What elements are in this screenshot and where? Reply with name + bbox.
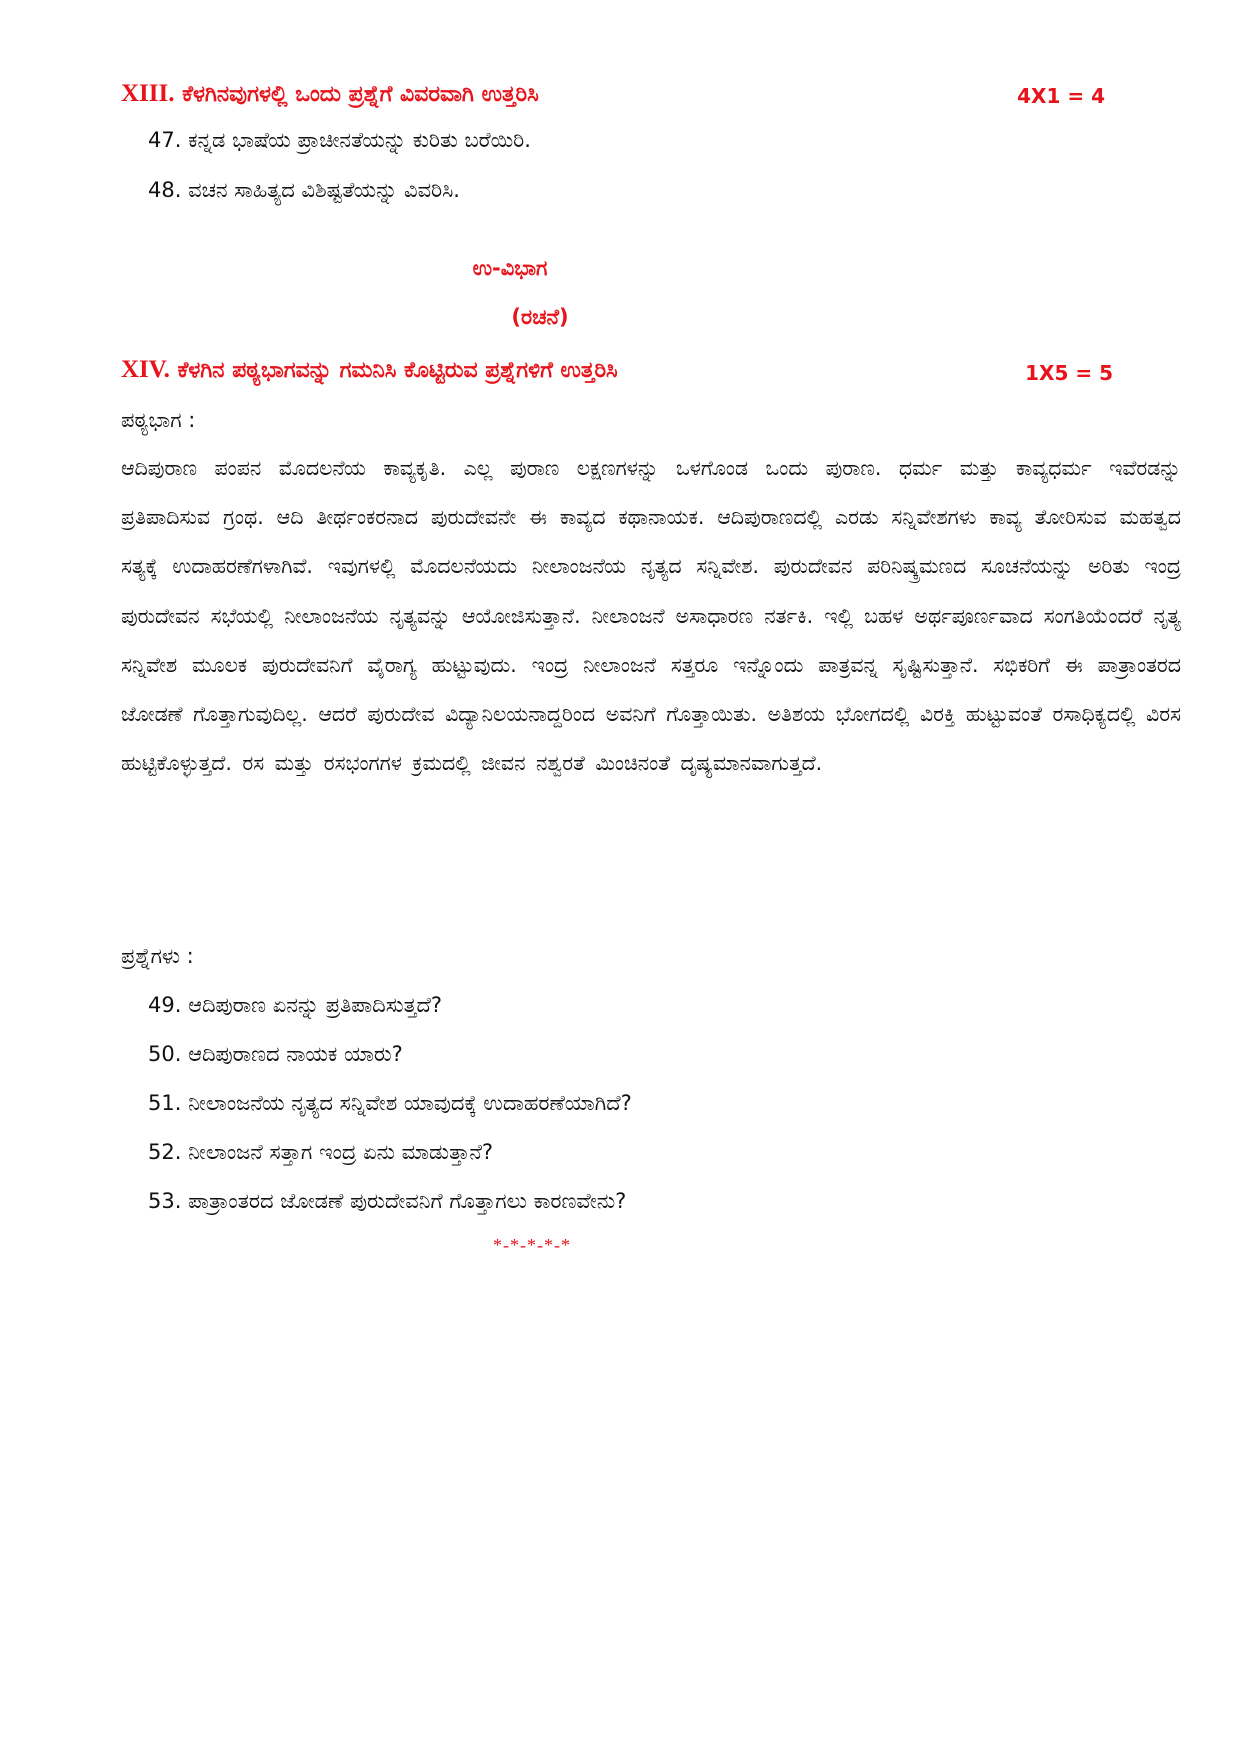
part-title: ಉ-ವಿಭಾಗ (472, 256, 548, 280)
question-51 (148, 1091, 632, 1116)
question-text: ವಚನ ಸಾಹಿತ್ಯದ ವಿಶಿಷ್ಟತೆಯನ್ನು ವಿವರಿಸಿ. (188, 178, 460, 202)
section-xiii-heading (121, 80, 539, 108)
end-marker: *-*-*-*-* (493, 1235, 571, 1255)
question-47 (148, 128, 531, 153)
question-number: 53. (148, 1189, 182, 1213)
question-52 (148, 1140, 493, 1165)
question-number: 52. (148, 1140, 182, 1164)
question-text: ನೀಲಾಂಜನೆಯ ನೃತ್ಯದ ಸನ್ನಿವೇಶ ಯಾವುದಕ್ಕೆ ಉದಾಹರಣೆಯಾಗಿದೆ? (188, 1091, 632, 1115)
question-number: 47. (148, 128, 182, 152)
question-text: ನೀಲಾಂಜನೆ ಸತ್ತಾಗ ಇಂದ್ರ ಏನು ಮಾಡುತ್ತಾನೆ? (188, 1140, 494, 1164)
part-subtitle: (ರಚನೆ) (511, 305, 569, 329)
question-number: 51. (148, 1091, 182, 1115)
question-text: ಪಾತ್ರಾಂತರದ ಜೋಡಣೆ ಪುರುದೇವನಿಗೆ ಗೊತ್ತಾಗಲು ಕಾರಣವೇನು? (188, 1189, 627, 1213)
section-xiii-title: ಕೆಳಗಿನವುಗಳಲ್ಲಿ ಒಂದು ಪ್ರಶ್ನೆಗೆ ವಿವರವಾಗಿ ಉತ್ತರಿಸಿ (182, 82, 539, 107)
passage-text: ಆದಿಪುರಾಣ ಪಂಪನ ಮೊದಲನೆಯ ಕಾವ್ಯಕೃತಿ. ಎಲ್ಲ ಪುರಾಣ ಲಕ್ಷಣಗಳನ್ನು ಒಳಗೊಂಡ ಒಂದು ಪುರಾಣ. ಧರ್ಮ ಮತ್ತು ಕಾವ್ಯಧರ್ಮ ಇವೆರಡನ್ನು ಪ್ರತಿಪಾದಿಸುವ ಗ್ರಂಥ. ಆದಿ ತೀರ್ಥಂಕರನಾದ ಪುರುದೇವನೇ ಈ ಕಾವ್ಯದ ಕಥಾನಾಯಕ. ಆದಿಪುರಾಣದಲ್ಲಿ ಎರಡು ಸನ್ನಿವೇಶಗಳು ಕಾವ್ಯ ತೋರಿಸುವ ಮಹತ್ವದ ಸತ್ಯಕ್ಕೆ ಉದಾಹರಣೆಗಳಾಗಿವೆ. ಇವುಗಳಲ್ಲಿ ಮೊದಲನೆಯದು ನೀಲಾಂಜನೆಯ ನೃತ್ಯದ ಸನ್ನಿವೇಶ. ಪುರುದೇವನ ಪರಿನಿಷ್ಕ್ರಮಣದ ಸೂಚನೆಯನ್ನು ಅರಿತು ಇಂದ್ರ ಪುರುದೇವನ ಸಭೆಯಲ್ಲಿ ನೀಲಾಂಜನೆಯ ನೃತ್ಯವನ್ನು ಆಯೋಜಿಸುತ್ತಾನೆ. ನೀಲಾಂಜನೆ ಅಸಾಧಾರಣ ನರ್ತಕಿ. ಇಲ್ಲಿ ಬಹಳ ಅರ್ಥಪೂರ್ಣವಾದ ಸಂಗತಿಯೆಂದರೆ ನೃತ್ಯ ಸನ್ನಿವೇಶ ಮೂಲಕ ಪುರುದೇವನಿಗೆ ವೈರಾಗ್ಯ ಹುಟ್ಟುವುದು. ಇಂದ್ರ ನೀಲಾಂಜನೆ ಸತ್ತರೂ ಇನ್ನೊಂದು ಪಾತ್ರವನ್ನ ಸೃಷ್ಟಿಸುತ್ತಾನೆ. ಸಭಿಕರಿಗೆ ಈ ಪಾತ್ರಾಂತರದ ಜೋಡಣೆ ಗೊತ್ತಾಗುವುದಿಲ್ಲ. ಆದರೆ ಪುರುದೇವ ವಿದ್ಯಾನಿಲಯನಾದ್ದರಿಂದ ಅವನಿಗೆ ಗೊತ್ತಾಯಿತು. ಅತಿಶಯ ಭೋಗದಲ್ಲಿ ವಿರಕ್ತಿ ಹುಟ್ಟುವಂತೆ ರಸಾಧಿಕ್ಯದಲ್ಲಿ ವಿರಸ ಹುಟ್ಟಿಕೊಳ್ಳುತ್ತದೆ. ರಸ ಮತ್ತು ರಸಭಂಗಗಳ ಕ್ರಮದಲ್ಲಿ ಜೀವನ ನಶ್ವರತೆ ಮಿಂಚಿನಂತೆ ದೃಷ್ಯಮಾನವಾಗುತ್ತದೆ. (121, 456, 1181, 776)
question-48 (148, 178, 460, 203)
question-number: 49. (148, 993, 182, 1017)
question-text: ಆದಿಪುರಾಣದ ನಾಯಕ ಯಾರು? (188, 1042, 403, 1066)
section-xiv-marks: 1X5 = 5 (1025, 361, 1113, 385)
passage-label: ಪಠ್ಯಭಾಗ : (121, 408, 196, 432)
section-xiv-heading (121, 356, 618, 384)
question-number: 50. (148, 1042, 182, 1066)
question-50 (148, 1042, 403, 1067)
questions-label: ಪ್ರಶ್ನೆಗಳು : (121, 944, 194, 968)
question-49 (148, 993, 442, 1018)
section-xiv-numeral: XIV. (121, 356, 170, 383)
section-xiv-title: ಕೆಳಗಿನ ಪಠ್ಯಭಾಗವನ್ನು ಗಮನಿಸಿ ಕೊಟ್ಟಿರುವ ಪ್ರಶ್ನೆಗಳಿಗೆ ಉತ್ತರಿಸಿ (177, 358, 618, 383)
question-text: ಆದಿಪುರಾಣ ಏನನ್ನು ಪ್ರತಿಪಾದಿಸುತ್ತದೆ? (188, 993, 443, 1017)
question-text: ಕನ್ನಡ ಭಾಷೆಯ ಪ್ರಾಚೀನತೆಯನ್ನು ಕುರಿತು ಬರೆಯಿರಿ. (188, 128, 531, 152)
section-xiii-marks: 4X1 = 4 (1017, 84, 1105, 108)
question-number: 48. (148, 178, 182, 202)
question-53 (148, 1189, 626, 1214)
section-xiii-numeral: XIII. (121, 80, 175, 107)
